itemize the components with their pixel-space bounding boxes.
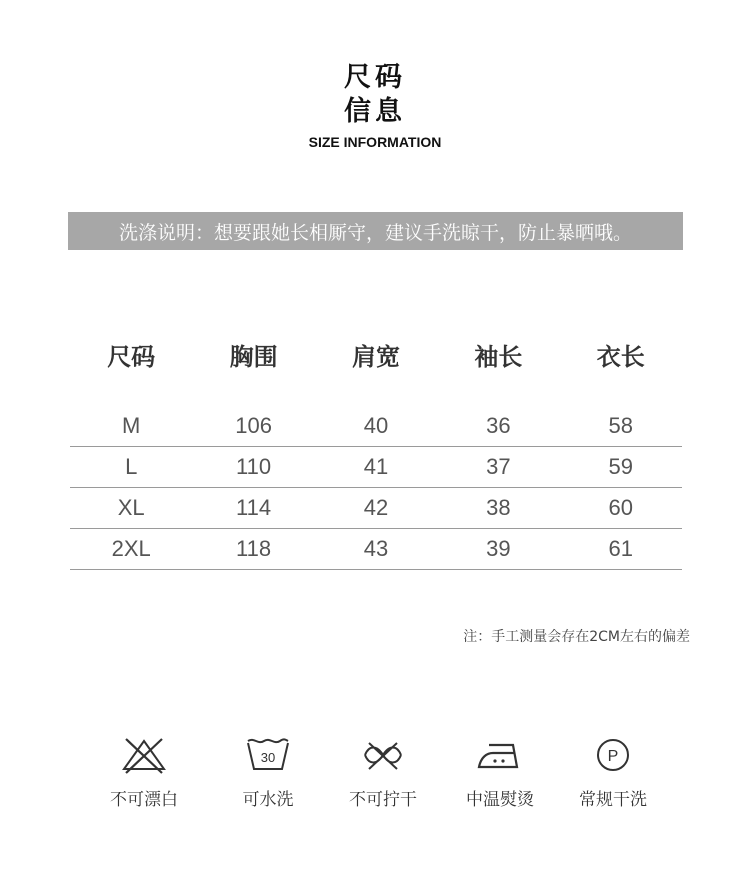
no-wring-icon: [359, 735, 407, 775]
table-row: [70, 529, 682, 570]
table-row: [70, 488, 682, 529]
care-item-iron: [440, 735, 560, 810]
measurement-note: 注：手工测量会存在2CM左右的偏差: [463, 629, 690, 645]
page-title-line1: 尺码: [344, 62, 406, 93]
table-cell: 38: [437, 488, 559, 529]
table-cell: 40: [315, 406, 437, 447]
page-title-line2: 信息: [344, 96, 406, 127]
table-cell: 39: [437, 529, 559, 570]
care-label-iron: 中温熨烫: [466, 790, 534, 810]
header-size: 尺码: [107, 342, 156, 371]
header-shoulder: 肩宽: [351, 342, 400, 371]
care-notice-banner: 洗涤说明：想要跟她长相厮守，建议手洗晾干，防止暴晒哦。: [68, 212, 683, 250]
table-cell: 60: [560, 488, 682, 529]
table-cell: 58: [560, 406, 682, 447]
table-cell: 37: [437, 447, 559, 488]
header-length: 衣长: [596, 342, 645, 371]
table-cell: XL: [70, 488, 192, 529]
table-cell: 42: [315, 488, 437, 529]
table-cell: 114: [192, 488, 314, 529]
table-cell: 118: [192, 529, 314, 570]
table-cell: 61: [560, 529, 682, 570]
table-cell: 41: [315, 447, 437, 488]
table-cell: 36: [437, 406, 559, 447]
care-item-no-bleach: [84, 735, 204, 810]
table-cell: 110: [192, 447, 314, 488]
dry-clean-p-icon: [589, 735, 637, 775]
header-chest: 胸围: [229, 342, 278, 371]
table-row: [70, 406, 682, 447]
care-item-no-wring: [323, 735, 443, 810]
table-cell: 106: [192, 406, 314, 447]
wash-30-icon: [244, 735, 292, 775]
table-row: [70, 447, 682, 488]
table-cell: L: [70, 447, 192, 488]
care-label-dry-clean: 常规干洗: [579, 790, 647, 810]
wash-temp-badge: 30: [260, 750, 276, 765]
header-sleeve: 袖长: [474, 342, 523, 371]
care-label-wash: 可水洗: [242, 790, 294, 810]
table-cell: M: [70, 406, 192, 447]
table-cell: 59: [560, 447, 682, 488]
size-table: [70, 330, 682, 570]
page-subtitle: SIZE INFORMATION: [308, 134, 442, 150]
care-item-wash-30: [208, 735, 328, 810]
care-item-dry-clean: [553, 735, 673, 810]
table-cell: 43: [315, 529, 437, 570]
table-cell: 2XL: [70, 529, 192, 570]
dry-clean-badge: P: [607, 748, 619, 765]
no-bleach-icon: [120, 735, 168, 775]
care-label-no-wring: 不可拧干: [349, 790, 417, 810]
care-label-no-bleach: 不可漂白: [110, 790, 178, 810]
size-table-header-row: [70, 330, 682, 378]
iron-medium-icon: [475, 735, 525, 775]
